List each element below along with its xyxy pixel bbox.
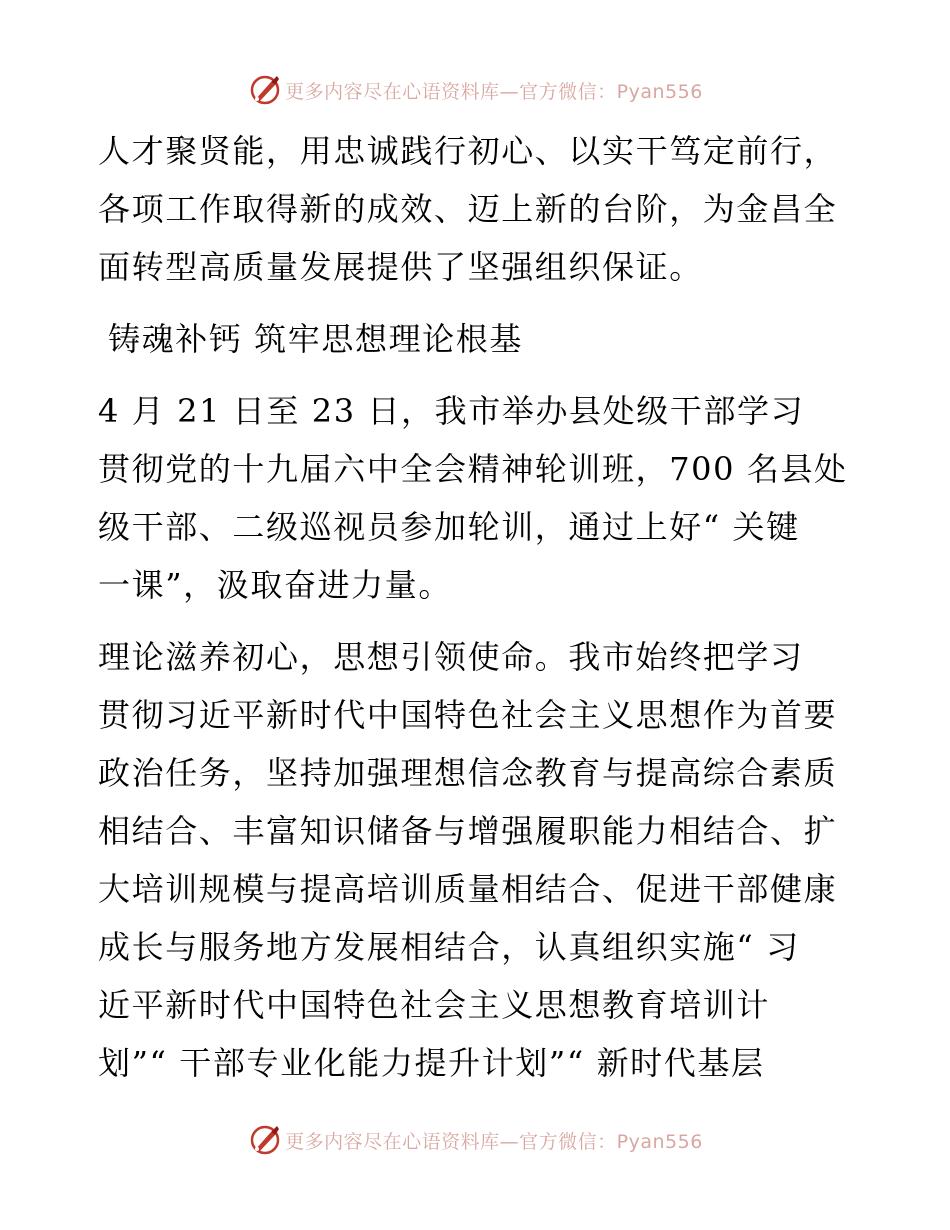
paragraph-2: 4 月 21 日至 23 日，我市举办县处级干部学习 贯彻党的十九届六中全会精神轮训班，700 名县处 级干部、二级巡视员参加轮训，通过上好“ 关键 一课”，汲取奋进力量。 bbox=[98, 392, 848, 604]
footer-watermark bbox=[0, 1120, 950, 1160]
fountain-pen-logo-icon bbox=[247, 72, 283, 108]
header-watermark bbox=[0, 70, 950, 110]
watermark-text: 更多内容尽在心语资料库—官方微信：Pyan556 bbox=[285, 80, 703, 103]
watermark-text: 更多内容尽在心语资料库—官方微信：Pyan556 bbox=[285, 1130, 703, 1153]
paragraph-3: 理论滋养初心，思想引领使命。我市始终把学习 贯彻习近平新时代中国特色社会主义思想作为首要 政治任务，坚持加强理想信念教育与提高综合素质 相结合、丰富知识储备与增强履职能力相结合、扩 大培训规模与提高培训质量相结合、促进干部健康 成长与服务地方发展相结合，认真组织实施“ 习 近平新时代中国特色社会主义思想教育培训计 划”“ 干部专业化能力提升计划”“ 新时代基层 bbox=[98, 638, 838, 1082]
paragraph-1: 人才聚贤能，用忠诚践行初心、以实干笃定前行， 各项工作取得新的成效、迈上新的台阶，为金昌全 面转型高质量发展提供了坚强组织保证。 bbox=[98, 132, 838, 286]
document-body bbox=[98, 122, 858, 1092]
fountain-pen-logo-icon bbox=[247, 1122, 283, 1158]
section-heading: 铸魂补钙 筑牢思想理论根基 bbox=[108, 320, 523, 358]
